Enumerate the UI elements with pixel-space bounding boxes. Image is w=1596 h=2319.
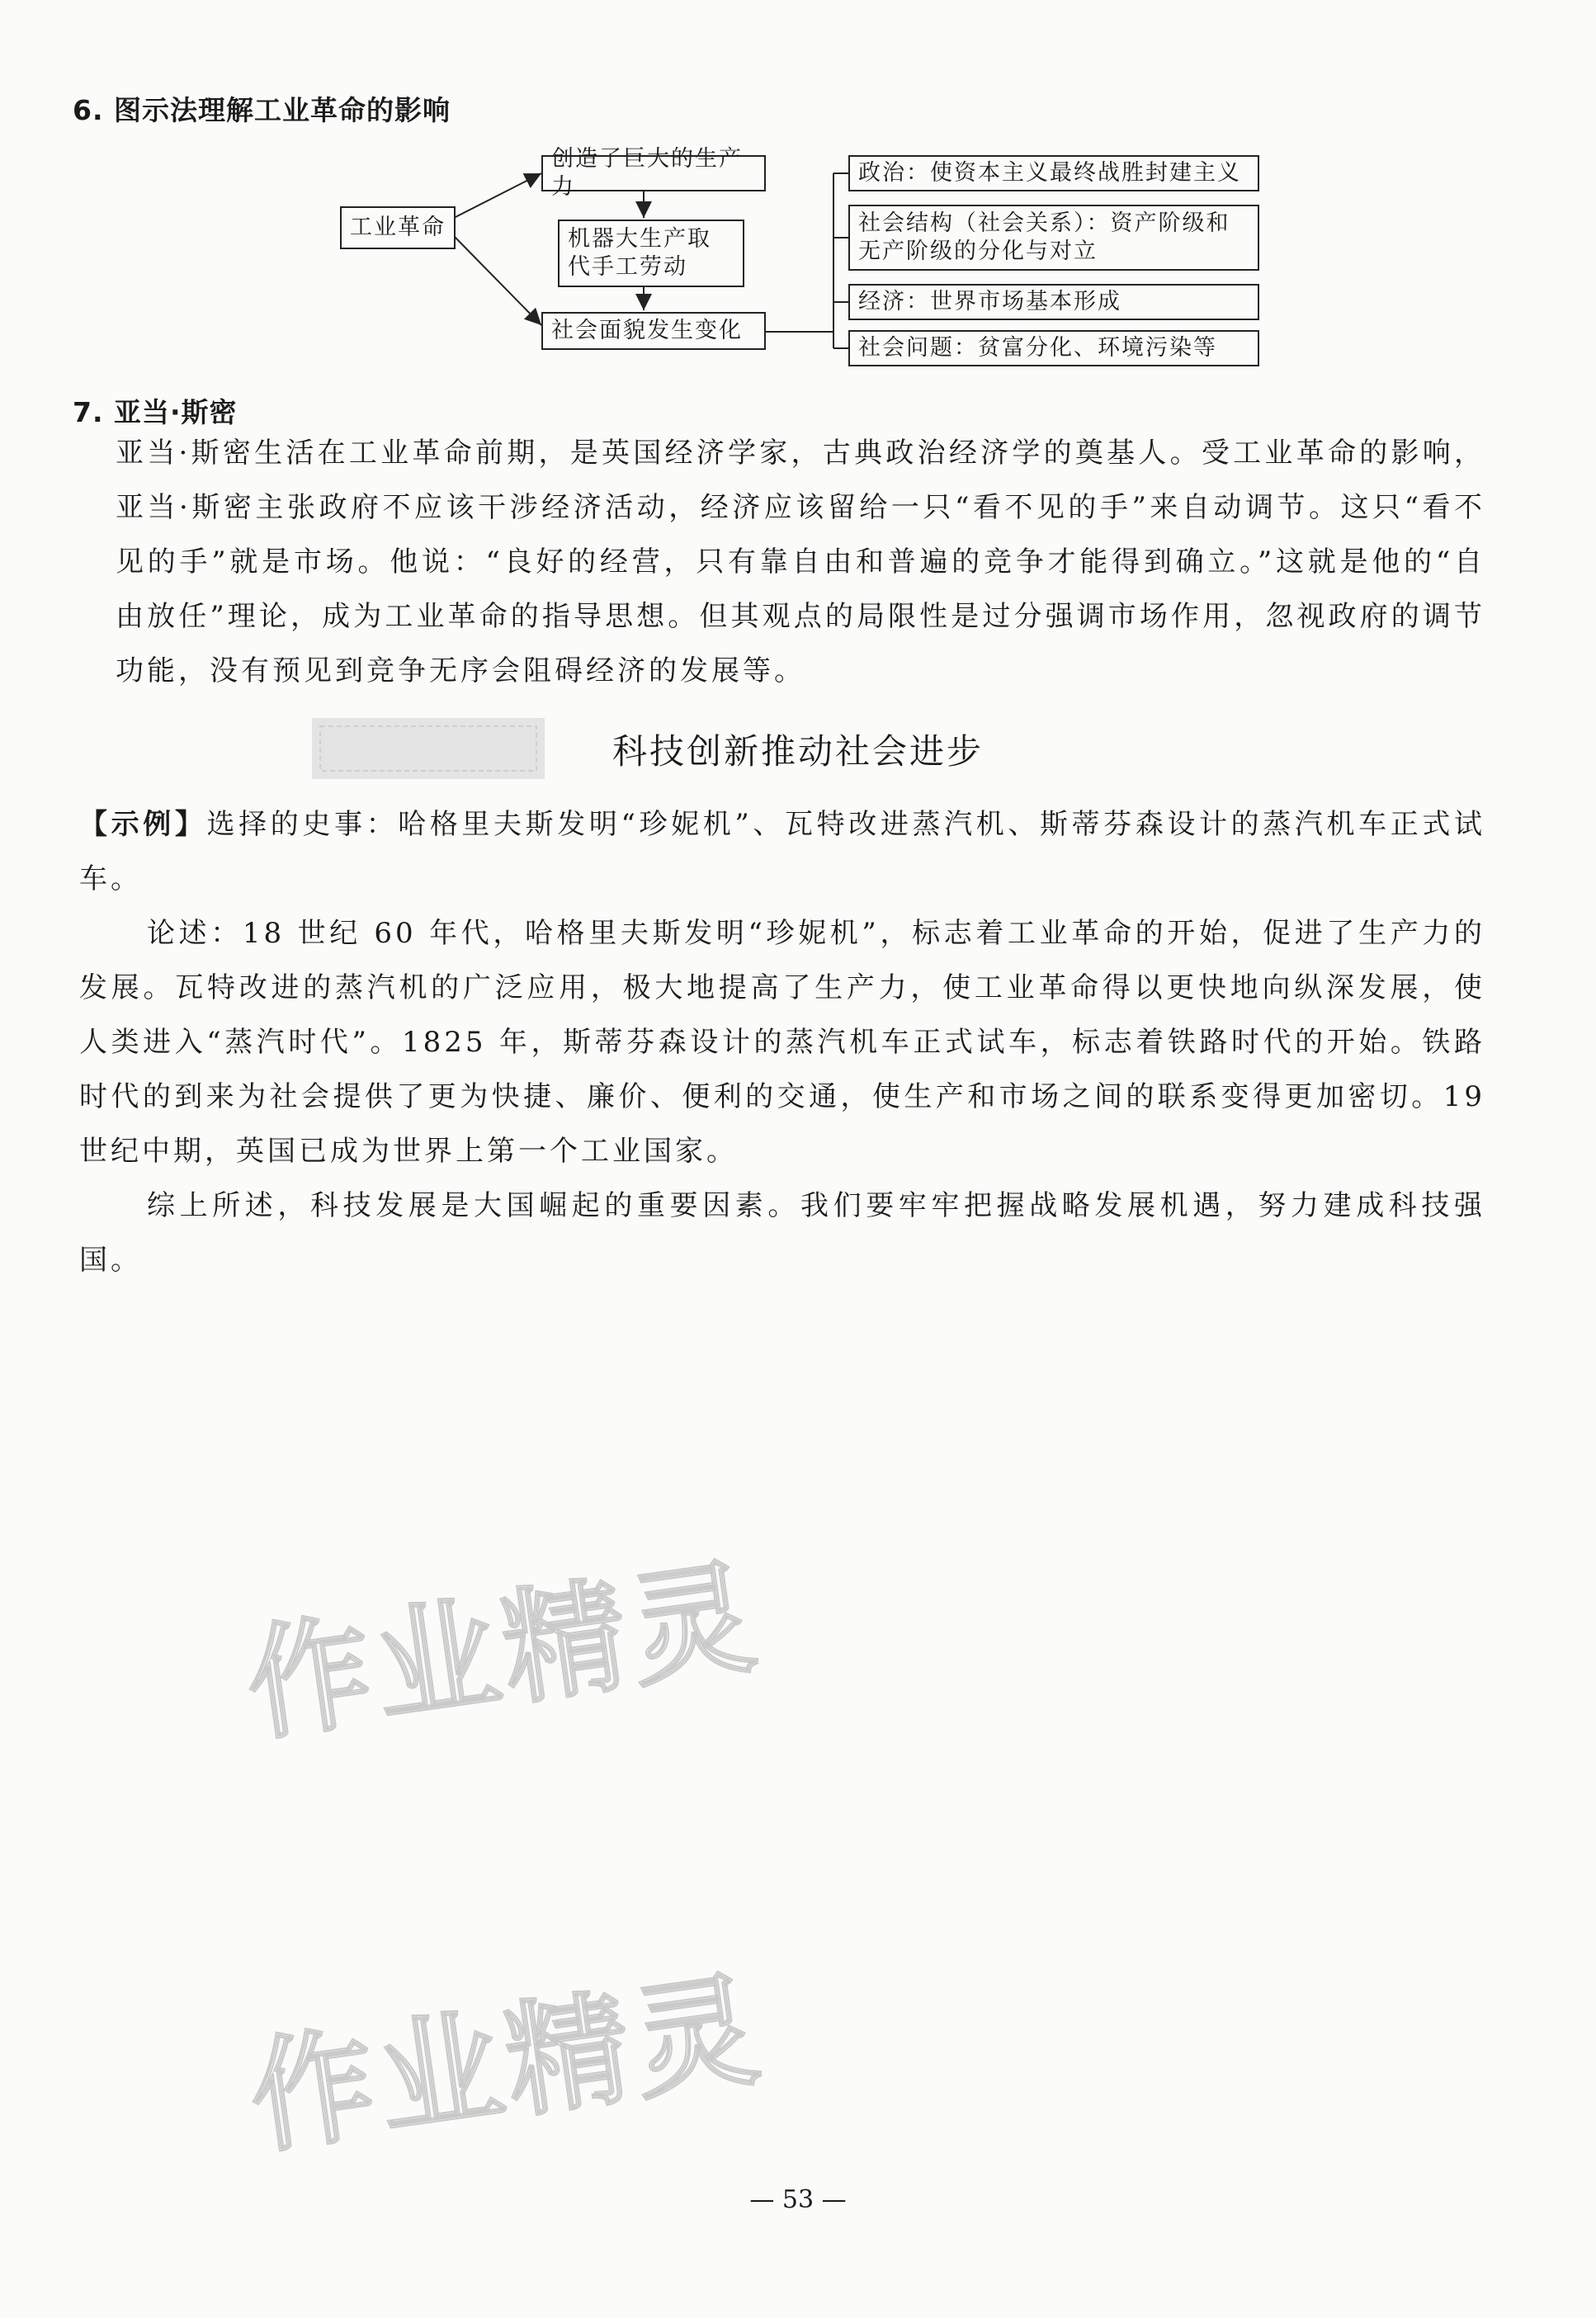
heading-7: 7. 亚当·斯密 <box>73 396 238 428</box>
example-text: 选择的史事：哈格里夫斯发明“珍妮机”、瓦特改进蒸汽机、斯蒂芬森设计的蒸汽机车正式试车。 <box>79 808 1486 895</box>
arrow-root-to-bottom <box>454 236 541 325</box>
heading-6: 6. 图示法理解工业革命的影响 <box>73 94 451 126</box>
watermark-top: 作业精灵 <box>238 1545 769 1759</box>
section-title: 科技创新推动社会进步 <box>611 731 984 772</box>
example-paragraph <box>79 797 1485 906</box>
diagram-machine-box: 机器大生产取代手工劳动 <box>558 220 744 287</box>
diagram-economy-box: 经济：世界市场基本形成 <box>848 284 1259 320</box>
diagram-social-problems-box: 社会问题：贫富分化、环境污染等 <box>848 330 1259 366</box>
watermark-bottom: 作业精灵 <box>241 1958 772 2172</box>
conclusion-paragraph: 综上所述，科技发展是大国崛起的重要因素。我们要牢牢把握战略发展机遇，努力建成科技强国。 <box>79 1189 1485 1277</box>
diagram-productivity-box: 创造了巨大的生产力 <box>541 155 766 191</box>
example-label: 【示例】 <box>79 808 207 841</box>
smith-paragraph: 亚当·斯密生活在工业革命前期，是英国经济学家，古典政治经济学的奠基人。受工业革命的影响，亚当·斯密主张政府不应该干涉经济活动，经济应该留给一只“看不见的手”来自动调节。这只“看不见的手”就是市场。他说：“良好的经营，只有靠自由和普遍的竞争才能得到确立。”这就是他的“自由放任”理论，成为工业革命的指导思想。但其观点的局限性是过分强调市场作用，忽视政府的调节功能，没有预见到竞争无序会阻碍经济的发展等。 <box>116 437 1485 687</box>
diagram-politics-box: 政治：使资本主义最终战胜封建主义 <box>848 155 1259 191</box>
page-number: — 53 — <box>749 2185 847 2214</box>
diagram-root-box: 工业革命 <box>340 206 456 249</box>
diagram-social-structure-box: 社会结构（社会关系）：资产阶级和无产阶级的分化与对立 <box>848 205 1259 271</box>
diagram-society-box: 社会面貌发生变化 <box>541 312 766 350</box>
impact-diagram <box>330 146 1271 380</box>
arrow-root-to-top <box>454 173 541 218</box>
argument-paragraph: 论述：18 世纪 60 年代，哈格里夫斯发明“珍妮机”，标志着工业革命的开始，促进了生产力的发展。瓦特改进的蒸汽机的广泛应用，极大地提高了生产力，使工业革命得以更快地向纵深发展，使人类进入“蒸汽时代”。1825 年，斯蒂芬森设计的蒸汽机车正式试车，标志着铁路时代的开始。铁路时代的到来为社会提供了更为快捷、廉价、便利的交通，使生产和市场之间的联系变得更加密切。19 世纪中期，英国已成为世界上第一个工业国家。 <box>79 917 1485 1168</box>
